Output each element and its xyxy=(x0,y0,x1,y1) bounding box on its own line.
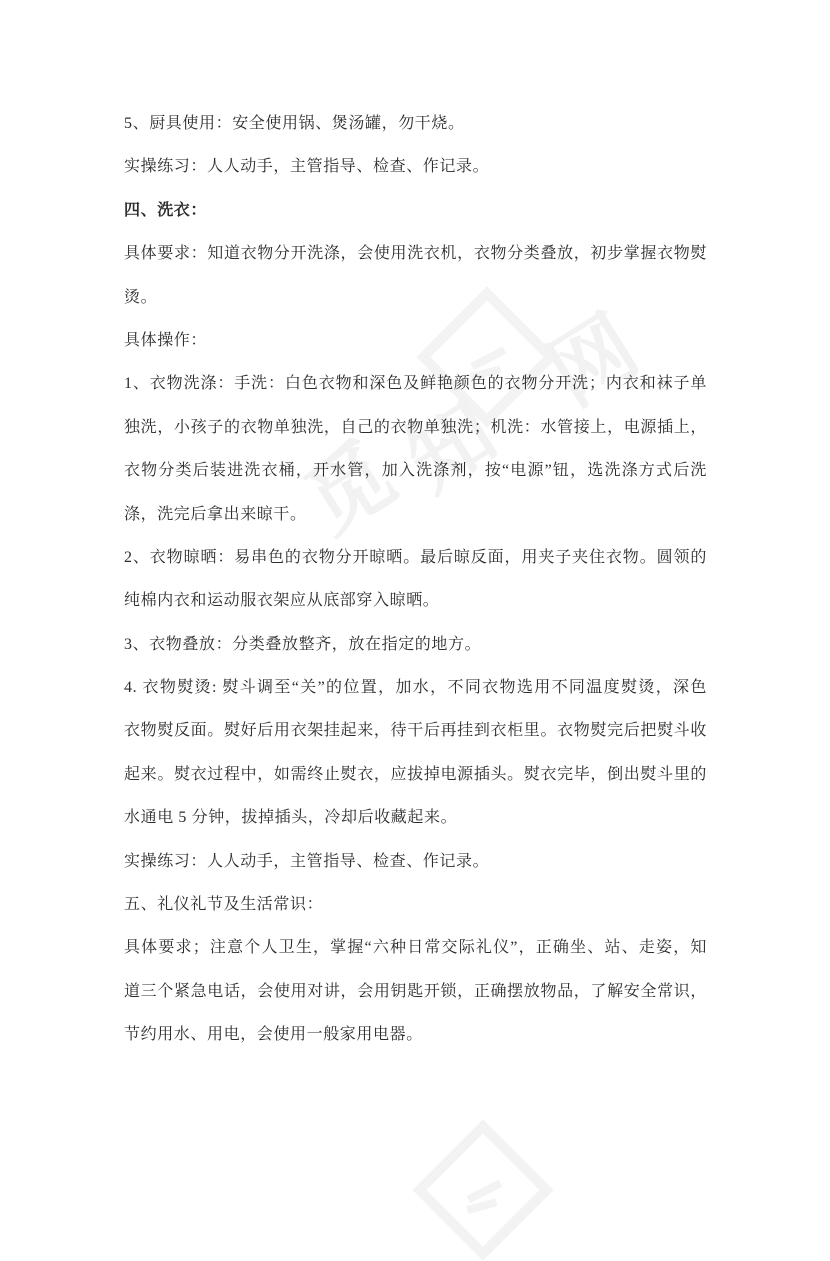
paragraph-line: 2、衣物晾晒：易串色的衣物分开晾晒。最后晾反面，用夹子夹住衣物。圆领的 xyxy=(124,548,707,566)
watermark-diamond-logo-icon xyxy=(412,1119,553,1260)
paragraph-line: 具体操作： xyxy=(124,331,208,349)
paragraph-line: 3、衣物叠放：分类叠放整齐，放在指定的地方。 xyxy=(124,635,482,653)
paragraph-line: 4. 衣物熨烫: 熨斗调至“关”的位置，加水，不同衣物选用不同温度熨烫，深色 xyxy=(124,679,707,697)
document-page-text xyxy=(124,102,707,1057)
section-heading-line: 五、礼仪礼节及生活常识： xyxy=(124,896,324,914)
paragraph-line: 起来。熨衣过程中，如需终止熨衣，应拔掉电源插头。熨衣完毕，倒出熨斗里的 xyxy=(124,765,707,783)
paragraph-line: 水通电 5 分钟，拔掉插头，冷却后收藏起来。 xyxy=(124,809,458,827)
watermark-char: 网 xyxy=(533,299,655,424)
paragraph-line: 具体要求；注意个人卫生，掌握“六种日常交际礼仪”，正确坐、站、走姿，知 xyxy=(124,939,707,957)
watermark-logo-glyph-icon xyxy=(467,1180,503,1203)
paragraph-line: 独洗，小孩子的衣物单独洗，自己的衣物单独洗；机洗：水管接上，电源插上， xyxy=(124,418,707,436)
section-heading-line: 四、洗衣： xyxy=(124,201,208,219)
paragraph-line: 1、衣物洗涤：手洗：白色衣物和深色及鲜艳颜色的衣物分开洗；内衣和袜子单 xyxy=(124,375,707,393)
watermark-char: 觅 xyxy=(290,427,412,552)
paragraph-line: 具体要求：知道衣物分开洗涤，会使用洗衣机，衣物分类叠放，初步掌握衣物熨 xyxy=(124,245,707,263)
paragraph-line: 道三个紧急电话，会使用对讲，会用钥匙开锁，正确摆放物品，了解安全常识， xyxy=(124,982,707,1000)
paragraph-line: 涤，洗完后拿出来晾干。 xyxy=(124,505,307,523)
paragraph-line: 衣物分类后装进洗衣桶，开水管，加入洗涤剂，按“电源”钮，选洗涤方式后洗 xyxy=(124,462,707,480)
paragraph-line: 实操练习：人人动手，主管指导、检查、作记录。 xyxy=(124,158,490,176)
watermark-char: 知 xyxy=(391,385,513,510)
paragraph-line: 实操练习：人人动手，主管指导、检查、作记录。 xyxy=(124,852,490,870)
paragraph-line: 节约用水、用电，会使用一般家用电器。 xyxy=(124,1026,423,1044)
paragraph-line: 5、厨具使用：安全使用锅、煲汤罐，勿干烧。 xyxy=(124,115,465,132)
paragraph-line: 衣物熨反面。熨好后用衣架挂起来，待干后再挂到衣柜里。衣物熨完后把熨斗收 xyxy=(124,722,707,740)
paragraph-line: 烫。 xyxy=(124,288,158,306)
paragraph-line: 纯棉内衣和运动服衣架应从底部穿入晾晒。 xyxy=(124,592,440,610)
